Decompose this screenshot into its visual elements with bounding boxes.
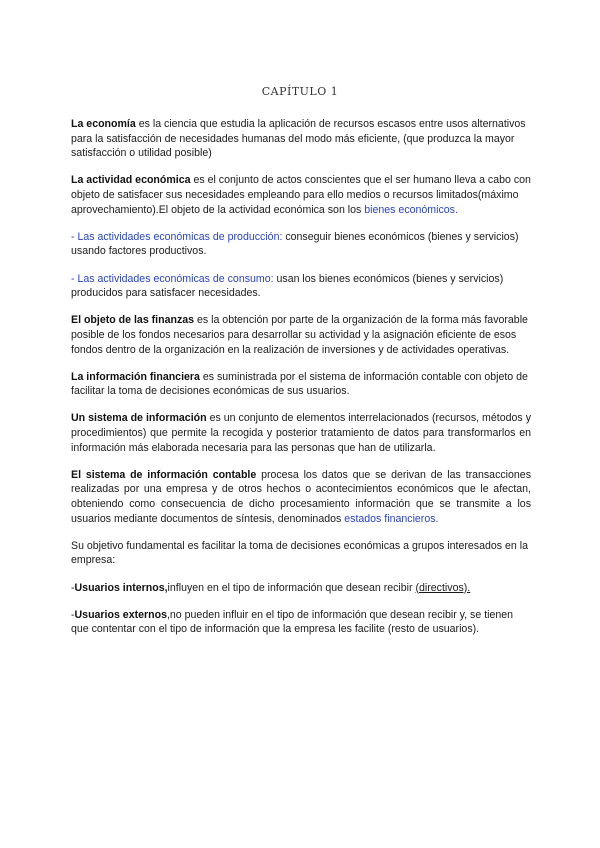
term-informacion-financiera: La información financiera	[71, 370, 200, 383]
paragraph-text: ,no pueden influir en el tipo de información que desean recibir y, se tienen que contentar con el tipo de información que la empresa les facilite (resto de usuarios).	[71, 608, 514, 636]
paragraph-text: es el conjunto de actos conscientes que el ser humano lleva a cabo con objeto de satisfacer sus necesidades empleando para ello medios o recursos limitados(máximo aprovechamiento).El objeto de la actividad económica son los	[71, 174, 531, 216]
paragraph-actividades-produccion	[71, 230, 531, 259]
link-actividades-consumo[interactable]: - Las actividades económicas de consumo:	[71, 272, 274, 285]
paragraph-informacion-financiera	[71, 370, 531, 399]
paragraph-text: es la ciencia que estudia la aplicación de recursos escasos entre usos alternativos para la satisfacción de necesidades humanas del modo más eficiente, (que produzca la mayor satisfacción o utilidad posible)	[71, 118, 526, 160]
term-actividad-economica: La actividad económica	[71, 174, 191, 187]
term-economia: La economía	[71, 118, 136, 130]
chapter-title: CAPÍTULO 1	[261, 85, 339, 98]
paragraph-text: es suministrada por el sistema de información contable con objeto de facilitar la toma de decisiones económicas de sus usuarios.	[71, 370, 528, 398]
paragraph-objeto-finanzas	[71, 313, 531, 357]
paragraph-text: usan los bienes económicos (bienes y servicios) producidos para satisfacer necesidades.	[71, 272, 504, 300]
paragraph-economia	[71, 117, 531, 161]
link-bienes-economicos[interactable]: bienes económicos	[364, 203, 455, 216]
paragraph-sistema-informacion	[71, 411, 531, 455]
paragraph-objetivo	[71, 539, 531, 568]
term-usuarios-externos: Usuarios externos	[74, 608, 167, 621]
paragraph-text: es la obtención por parte de la organización de la forma más favorable posible de los fondos necesarios para desarrollar su actividad y la asignación eficiente de esos fondos dentro de la organización en la realización de inversiones y de actividades operativas.	[71, 314, 528, 356]
dash: -	[71, 608, 75, 621]
term-objeto-finanzas: El objeto de las finanzas	[71, 314, 195, 327]
paragraph-text: influyen en el tipo de información que desean recibir	[167, 581, 416, 594]
link-actividades-produccion[interactable]: - Las actividades económicas de producción:	[71, 230, 283, 243]
paragraph-text: Su objetivo fundamental es facilitar la toma de decisiones económicas a grupos interesados en la empresa:	[71, 539, 528, 567]
dash: -	[71, 581, 75, 594]
underlined-directivos: (directivos).	[415, 581, 471, 594]
paragraph-text: conseguir bienes económicos (bienes y servicios) usando factores productivos.	[71, 230, 519, 258]
term-usuarios-internos: Usuarios internos,	[74, 581, 168, 594]
paragraph-text: procesa los datos que se derivan de las transacciones realizadas por una empresa y de otros hechos o acontecimientos económicos que le afectan, obteniendo como consecuencia de dicho procesamiento información que se transmite a los usuarios mediante documentos de síntesis, denominados	[71, 468, 531, 525]
term-sistema-contable: El sistema de información contable	[71, 468, 257, 481]
paragraph-text: es un conjunto de elementos interrelacionados (recursos, métodos y procedimientos) que permite la recogida y posterior tratamiento de datos para transformarlos en información más elaborada necesaria para las personas que han de utilizarla.	[71, 412, 531, 454]
link-estados-financieros[interactable]: estados financieros	[344, 512, 436, 525]
term-sistema-informacion: Un sistema de información	[71, 412, 207, 425]
paragraph-actividades-consumo	[71, 272, 531, 301]
paragraph-sistema-contable	[71, 468, 531, 526]
paragraph-actividad-economica	[71, 173, 531, 217]
paragraph-usuarios-internos	[71, 581, 531, 596]
period: .	[435, 512, 439, 525]
paragraph-usuarios-externos	[71, 608, 531, 637]
period: .	[454, 203, 458, 216]
document-body	[71, 117, 531, 650]
